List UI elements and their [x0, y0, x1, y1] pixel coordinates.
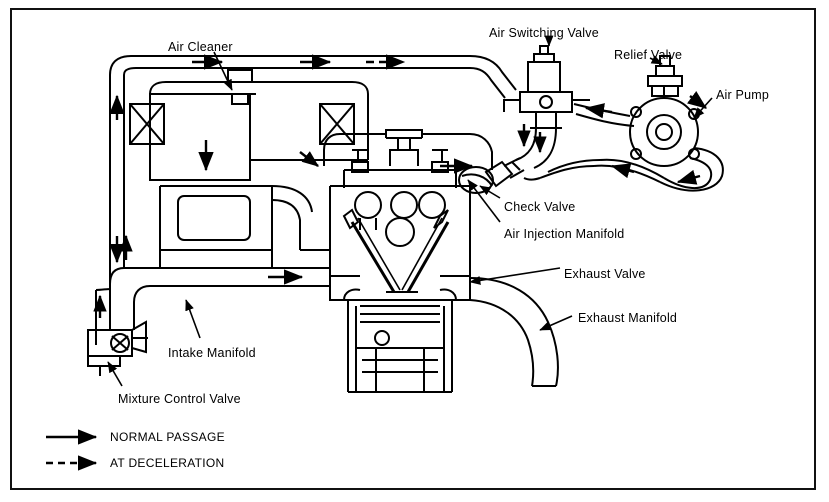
label-air-cleaner: Air Cleaner	[168, 40, 233, 54]
label-relief-valve: Relief Valve	[614, 48, 683, 62]
label-exhaust-manifold: Exhaust Manifold	[578, 311, 678, 325]
label-air-pump: Air Pump	[716, 88, 770, 102]
legend-normal-passage: NORMAL PASSAGE	[110, 430, 225, 444]
label-exhaust-valve: Exhaust Valve	[564, 267, 646, 281]
label-air-injection-manifold: Air Injection Manifold	[504, 227, 625, 241]
legend-at-deceleration: AT DECELERATION	[110, 456, 225, 470]
label-check-valve: Check Valve	[504, 200, 576, 214]
label-mixture-control-valve: Mixture Control Valve	[118, 392, 241, 406]
label-intake-manifold: Intake Manifold	[168, 346, 256, 360]
label-air-switching-valve: Air Switching Valve	[489, 26, 599, 40]
